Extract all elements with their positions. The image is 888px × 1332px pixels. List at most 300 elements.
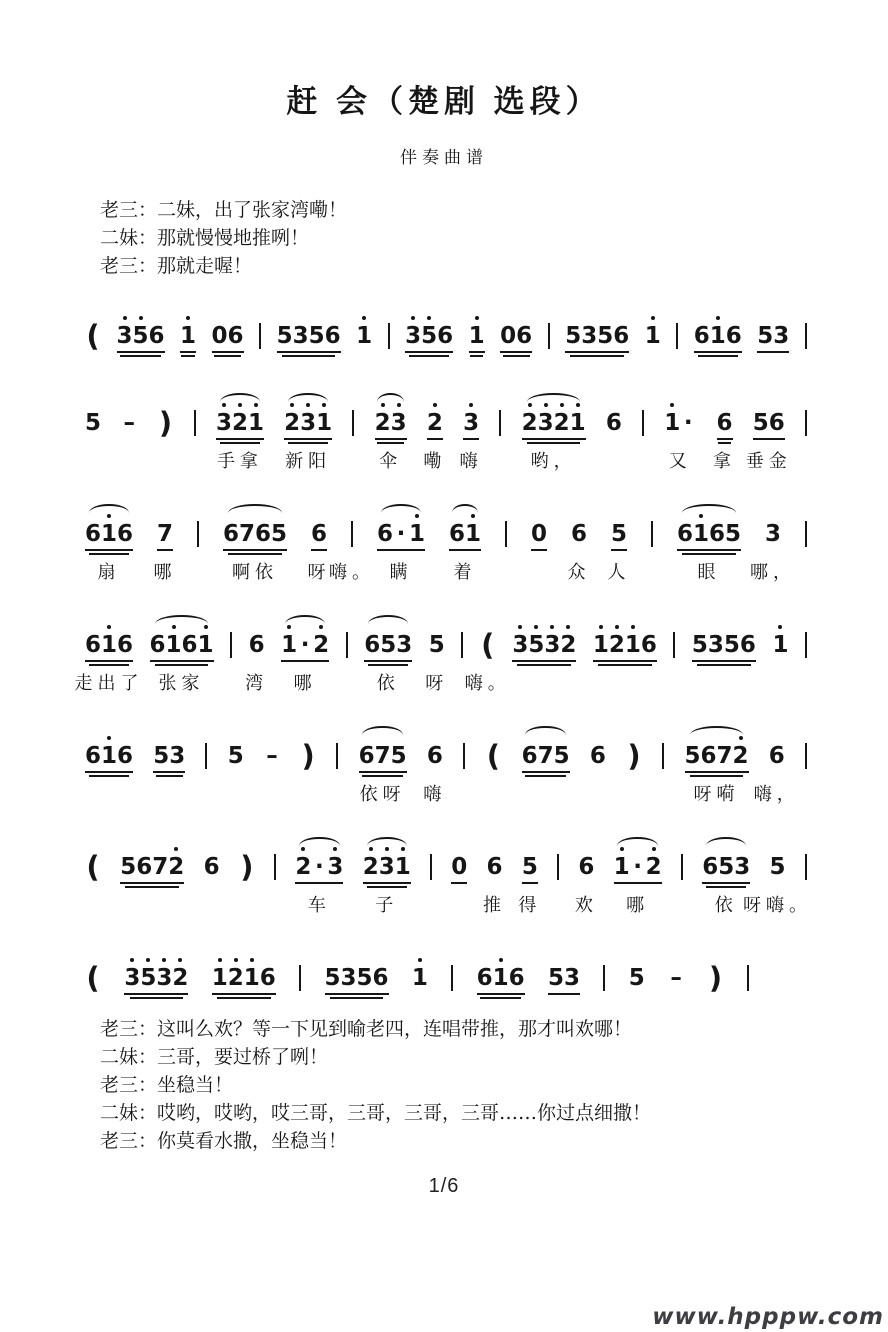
octave-dot	[493, 847, 497, 851]
note-digit	[565, 316, 581, 349]
octave-dot	[91, 736, 95, 740]
note-digit	[101, 514, 117, 547]
digit-glyph: 2	[521, 410, 538, 436]
underline	[217, 997, 271, 999]
octave-dot	[266, 958, 270, 962]
underline	[288, 442, 328, 444]
digit-glyph: ·	[396, 521, 406, 547]
note-group	[245, 615, 269, 694]
octave-dot	[715, 514, 719, 518]
octave-dot	[619, 316, 623, 320]
digit-row	[708, 958, 724, 995]
digit-glyph: 6	[709, 521, 726, 547]
digit-glyph: 3	[169, 743, 186, 769]
note-group	[215, 393, 264, 472]
music-line	[85, 504, 807, 583]
digit-row	[469, 316, 485, 349]
note-group	[74, 615, 144, 694]
note-digit	[244, 958, 260, 991]
octave-dot	[560, 403, 564, 407]
digit-row	[772, 625, 788, 658]
barline-mark	[194, 410, 196, 436]
digit-glyph: 6	[117, 632, 134, 658]
dash	[264, 726, 280, 769]
digit-glyph: )	[627, 739, 641, 773]
note-digit	[363, 847, 379, 880]
underline	[362, 775, 402, 777]
lyric: 车	[307, 895, 331, 916]
octave-dot	[383, 514, 387, 518]
slur-arc	[377, 393, 404, 402]
underline	[120, 882, 184, 884]
digit-glyph: 5	[521, 854, 538, 880]
octave-dot	[534, 625, 538, 629]
barline	[352, 393, 354, 436]
digit-glyph: 1	[101, 743, 118, 769]
octave-dot	[636, 847, 640, 851]
octave-dot	[91, 403, 95, 407]
digit-glyph: 5	[227, 743, 244, 769]
barline	[548, 306, 550, 349]
note-digit	[117, 514, 133, 547]
slur-arc	[617, 837, 657, 846]
digit-glyph: 6	[426, 743, 443, 769]
digit-glyph: ·	[315, 854, 324, 880]
underline	[85, 660, 133, 662]
note-digit	[85, 847, 101, 884]
digit-row	[477, 958, 525, 991]
octave-dot	[107, 514, 111, 518]
underline	[368, 664, 408, 666]
duration-underlines	[614, 882, 662, 884]
barline	[461, 615, 463, 658]
barline-mark	[463, 743, 465, 769]
digit-row	[449, 514, 481, 547]
octave-dot	[483, 958, 487, 962]
octave-dot	[544, 736, 548, 740]
barline-mark	[505, 521, 507, 547]
barline-mark	[805, 521, 807, 547]
note-digit	[512, 625, 528, 658]
underline	[124, 993, 188, 995]
digit-glyph: 7	[157, 521, 174, 547]
digit-row	[363, 847, 411, 880]
paren	[464, 615, 511, 694]
digit-row	[300, 736, 316, 773]
barline	[430, 837, 432, 880]
octave-dot	[647, 625, 651, 629]
note-digit	[228, 736, 244, 769]
underline	[214, 355, 241, 357]
underline	[685, 771, 749, 773]
note-digit	[212, 958, 228, 991]
lyric: 众	[567, 562, 591, 583]
sheet-music-page	[0, 76, 888, 1330]
lyric: 新阳	[285, 451, 332, 472]
octave-dot	[188, 625, 192, 629]
note-digit	[85, 316, 101, 353]
duration-underlines	[463, 438, 479, 440]
music-line	[85, 837, 812, 916]
note-digit	[708, 958, 724, 995]
digit-row	[150, 625, 214, 658]
underline	[181, 355, 194, 357]
duration-underlines	[216, 438, 264, 444]
lyric: 走出了	[74, 673, 144, 694]
lyric: 依	[714, 895, 738, 916]
octave-dot	[123, 514, 127, 518]
note-digit	[516, 316, 532, 349]
note-digit	[264, 736, 280, 769]
underline	[718, 442, 731, 444]
octave-dot	[261, 514, 265, 518]
note-digit	[522, 403, 538, 436]
underline	[451, 882, 467, 884]
dialogue-line: 老三：你莫看水撒，坐稳当！	[100, 1130, 348, 1152]
digit-glyph: 6	[578, 854, 595, 880]
digit-row	[204, 847, 220, 880]
digit-glyph: 2	[295, 854, 312, 880]
lyric: 人	[607, 562, 631, 583]
note-digit	[692, 625, 708, 658]
note-digit	[248, 403, 264, 436]
note-digit	[717, 403, 733, 436]
note-digit	[437, 316, 453, 349]
underline	[212, 993, 276, 995]
underline	[150, 660, 214, 662]
note-digit	[85, 514, 101, 547]
octave-dot	[571, 316, 575, 320]
digit-row	[356, 316, 372, 349]
digit-glyph: 1	[644, 323, 661, 349]
dash	[668, 948, 684, 991]
note-digit	[677, 514, 693, 547]
note-group	[500, 306, 532, 357]
note-group	[356, 306, 372, 349]
octave-dot	[415, 514, 419, 518]
note-digit	[710, 316, 726, 349]
note-digit	[500, 316, 516, 349]
note-digit	[597, 316, 613, 349]
note-digit	[356, 316, 372, 349]
digit-row	[223, 514, 287, 547]
note-digit	[522, 736, 538, 769]
slur-arc	[89, 504, 129, 513]
paren	[85, 948, 101, 995]
lyric: 张家	[158, 673, 205, 694]
note-group	[664, 393, 696, 472]
octave-dot	[620, 847, 624, 851]
octave-dot	[155, 316, 159, 320]
digit-glyph: 5	[752, 410, 769, 436]
digit-glyph: 1	[492, 965, 509, 991]
underline	[512, 660, 576, 662]
barline	[805, 615, 807, 658]
note-group	[377, 504, 426, 583]
digit-row	[487, 847, 503, 880]
digit-glyph: 5	[611, 521, 628, 547]
underline	[220, 442, 260, 444]
digit-row	[692, 625, 756, 658]
octave-dot	[778, 625, 782, 629]
music-line	[85, 393, 807, 472]
dialogue-line: 二妹：哎哟，哎哟，哎三哥，三哥，三哥，三哥……你过点细撒！	[100, 1102, 652, 1124]
slur-arc	[220, 393, 260, 402]
octave-dot	[123, 736, 127, 740]
digit-row	[180, 316, 196, 349]
digit-glyph: 6	[589, 743, 606, 769]
note-digit	[249, 625, 265, 658]
barline-mark	[548, 323, 550, 349]
note-digit	[140, 958, 156, 991]
note-digit	[228, 316, 244, 349]
note-digit	[694, 316, 710, 349]
barline-mark	[805, 323, 807, 349]
dialogue-line: 二妹：那就慢慢地推咧！	[100, 227, 310, 249]
barline-mark	[197, 521, 199, 547]
duration-underlines	[180, 351, 196, 357]
digit-glyph: 6	[223, 521, 240, 547]
digit-glyph: 1	[468, 323, 485, 349]
octave-dot	[699, 514, 703, 518]
duration-underlines	[117, 351, 165, 357]
octave-dot	[599, 625, 603, 629]
note-digit	[770, 847, 786, 880]
barline	[651, 504, 653, 547]
note-digit	[375, 403, 391, 436]
barline-mark	[681, 854, 683, 880]
underline	[363, 882, 411, 884]
octave-dot	[287, 625, 291, 629]
octave-dot	[475, 316, 479, 320]
digit-glyph: ·	[633, 854, 643, 880]
note-digit	[136, 847, 152, 880]
octave-dot	[126, 847, 130, 851]
octave-dot	[522, 316, 526, 320]
duration-underlines	[451, 882, 467, 884]
digit-glyph: 5	[153, 743, 170, 769]
digit-glyph: 6	[203, 854, 220, 880]
digit-row	[85, 316, 101, 353]
note-digit	[421, 316, 437, 349]
digit-row	[153, 736, 185, 769]
underline	[377, 549, 425, 551]
note-group	[451, 837, 467, 884]
underline	[375, 438, 407, 440]
note-digit	[157, 514, 173, 547]
slur-arc	[367, 837, 407, 846]
note-digit	[646, 847, 662, 880]
digit-glyph: 6	[148, 323, 165, 349]
lyric: 扇	[97, 562, 121, 583]
underline	[522, 438, 586, 440]
digit-glyph: 6	[117, 521, 134, 547]
octave-dot	[210, 847, 214, 851]
digit-row	[157, 514, 173, 547]
digit-glyph: 5	[324, 965, 341, 991]
octave-dot	[107, 625, 111, 629]
digit-glyph: 3	[405, 323, 422, 349]
note-digit	[571, 514, 587, 547]
music-line	[85, 726, 807, 805]
note-digit	[260, 958, 276, 991]
octave-dot	[443, 316, 447, 320]
note-digit	[232, 403, 248, 436]
duration-underlines	[377, 549, 425, 551]
octave-dot	[139, 316, 143, 320]
underline	[89, 775, 129, 777]
barline-mark	[346, 632, 348, 658]
octave-dot	[299, 316, 303, 320]
underline	[155, 664, 209, 666]
octave-dot	[528, 847, 532, 851]
digit-glyph: 3	[116, 323, 133, 349]
duration-underlines	[449, 549, 481, 551]
octave-dot	[381, 736, 385, 740]
barline	[197, 504, 199, 547]
digit-glyph: 3	[564, 965, 581, 991]
note-digit	[297, 625, 313, 658]
note-group	[85, 504, 134, 583]
paren	[708, 948, 724, 995]
barline-mark	[451, 965, 453, 991]
digit-glyph: 5	[356, 965, 373, 991]
underline	[117, 351, 165, 353]
music-line	[74, 615, 807, 694]
barline	[336, 726, 338, 769]
note-digit	[724, 625, 740, 658]
underline	[522, 882, 538, 884]
underline	[223, 549, 287, 551]
underline	[157, 549, 173, 551]
note-digit	[281, 625, 297, 658]
digit-glyph: 1	[411, 965, 428, 991]
digit-glyph: 1	[693, 521, 710, 547]
barline-mark	[274, 854, 276, 880]
digit-glyph: 7	[537, 743, 554, 769]
digit-glyph: 5	[723, 632, 740, 658]
slur-arc	[706, 837, 746, 846]
octave-dot	[596, 736, 600, 740]
octave-dot	[362, 316, 366, 320]
digit-glyph: 6	[605, 410, 622, 436]
note-digit	[271, 514, 287, 547]
note-digit	[212, 316, 228, 349]
note-digit	[531, 514, 547, 547]
octave-dot	[301, 847, 305, 851]
duration-underlines	[85, 771, 133, 777]
octave-dot	[776, 847, 780, 851]
slur-arc	[527, 393, 581, 402]
digit-glyph: 6	[437, 323, 454, 349]
watermark: www.hpppw.com	[652, 1304, 884, 1330]
note-group	[149, 615, 214, 694]
underline	[277, 351, 341, 353]
digit-glyph: 6	[227, 323, 244, 349]
octave-dot	[178, 958, 182, 962]
octave-dot	[469, 403, 473, 407]
duration-underlines	[469, 351, 485, 357]
note-digit	[223, 514, 239, 547]
underline	[614, 882, 662, 884]
underline	[364, 660, 412, 662]
duration-underlines	[611, 549, 627, 551]
note-digit	[150, 625, 166, 658]
digit-glyph: 6	[372, 965, 389, 991]
digit-glyph: ·	[683, 410, 693, 436]
barline-mark	[557, 854, 559, 880]
digit-row	[375, 403, 407, 436]
digit-row	[284, 403, 332, 436]
slur-arc	[452, 504, 479, 513]
octave-dot	[518, 625, 522, 629]
octave-dot	[746, 625, 750, 629]
digit-glyph: 1	[394, 854, 411, 880]
note-group	[753, 726, 800, 805]
digit-glyph: 6	[571, 521, 588, 547]
note-group	[521, 393, 586, 472]
octave-dot	[123, 316, 127, 320]
note-group	[469, 306, 485, 357]
barline	[642, 393, 644, 436]
note-digit	[522, 847, 538, 880]
note-group	[212, 948, 276, 999]
octave-dot	[691, 736, 695, 740]
digit-row	[124, 958, 188, 991]
note-digit	[718, 847, 734, 880]
note-group	[593, 615, 657, 666]
barline	[805, 726, 807, 769]
digit-glyph: 1	[316, 410, 333, 436]
note-digit	[153, 736, 169, 769]
digit-glyph: 6	[85, 743, 102, 769]
barline-mark	[805, 743, 807, 769]
note-digit	[544, 625, 560, 658]
duration-underlines	[295, 882, 343, 884]
note-digit	[629, 958, 645, 991]
digit-glyph: 2	[608, 632, 625, 658]
duration-underlines	[325, 993, 389, 999]
underline	[706, 886, 746, 888]
digit-row	[249, 625, 265, 658]
octave-dot	[277, 514, 281, 518]
digit-glyph: )	[708, 961, 723, 995]
digit-glyph: )	[240, 850, 254, 884]
underline	[531, 549, 547, 551]
note-digit	[485, 736, 501, 773]
duration-underlines	[281, 660, 329, 662]
barline-mark	[805, 410, 807, 436]
digit-glyph: 3	[124, 965, 141, 991]
note-digit	[101, 736, 117, 769]
note-digit	[726, 316, 742, 349]
note-digit	[708, 625, 724, 658]
note-group	[750, 504, 796, 583]
underline	[525, 775, 565, 777]
dialogue-line: 二妹：三哥，要过桥了咧！	[100, 1046, 329, 1068]
dialogue-line: 老三：那就走喔！	[100, 255, 253, 277]
note-group	[120, 837, 184, 888]
note-digit	[680, 403, 696, 436]
octave-dot	[306, 403, 310, 407]
note-digit	[560, 625, 576, 658]
octave-dot	[245, 514, 249, 518]
digit-row	[451, 847, 467, 880]
note-digit	[169, 736, 185, 769]
digit-glyph: 1	[211, 965, 228, 991]
digit-glyph: 2	[560, 632, 577, 658]
octave-dot	[631, 625, 635, 629]
